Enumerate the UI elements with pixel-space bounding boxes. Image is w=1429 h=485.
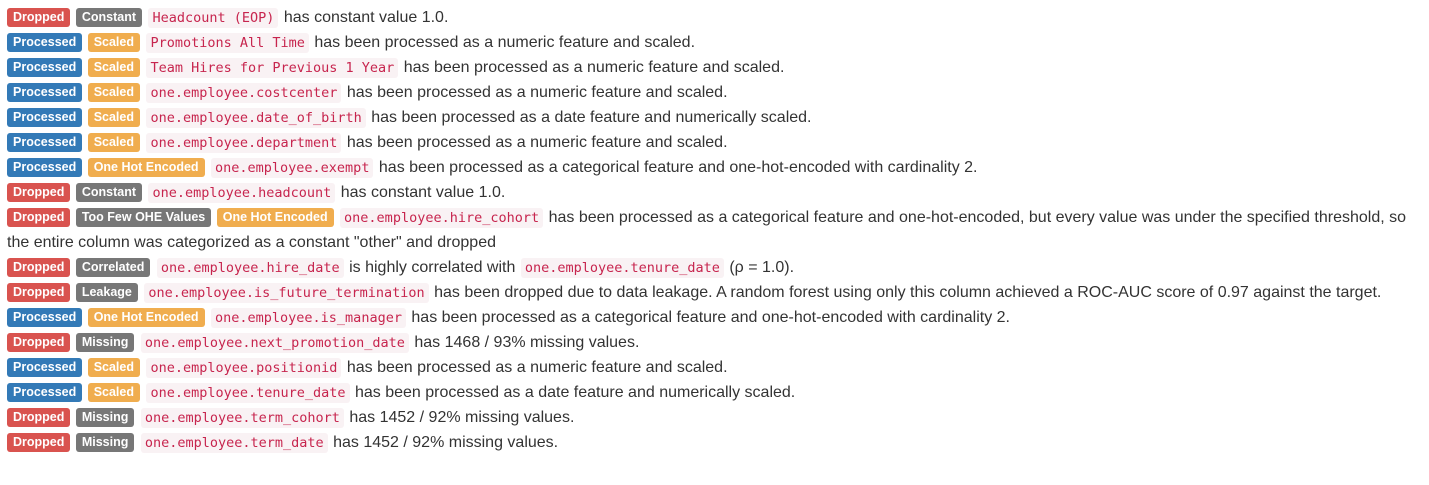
log-message: has 1468 / 93% missing values. — [409, 334, 640, 351]
processed-badge: Processed — [7, 383, 82, 402]
log-row — [7, 180, 1422, 205]
feature-name: one.employee.department — [146, 133, 341, 153]
log-message: has been processed as a date feature and numerically scaled. — [366, 109, 812, 126]
log-row — [7, 355, 1422, 380]
correlated-badge: Correlated — [76, 258, 151, 277]
processed-badge: Processed — [7, 158, 82, 177]
dropped-badge: Dropped — [7, 408, 70, 427]
constant-badge: Constant — [76, 183, 142, 202]
feature-name: one.employee.costcenter — [146, 83, 341, 103]
log-message: has been dropped due to data leakage. A random forest using only this column achieved a ROC-AUC score of 0.97 against the target. — [429, 284, 1382, 301]
feature-name: one.employee.is_future_termination — [144, 283, 428, 303]
scaled-badge: Scaled — [88, 358, 140, 377]
scaled-badge: Scaled — [88, 33, 140, 52]
log-message: has been processed as a categorical feature and one-hot-encoded with cardinality 2. — [374, 159, 978, 176]
dropped-badge: Dropped — [7, 183, 70, 202]
log-message: has 1452 / 92% missing values. — [328, 434, 559, 451]
log-message: has been processed as a numeric feature and scaled. — [399, 59, 785, 76]
dropped-badge: Dropped — [7, 8, 70, 27]
feature-name: Promotions All Time — [146, 33, 308, 53]
feature-name: one.employee.positionid — [146, 358, 341, 378]
processed-badge: Processed — [7, 33, 82, 52]
one-hot-encoded-badge: One Hot Encoded — [88, 158, 205, 177]
log-message: has constant value 1.0. — [336, 184, 506, 201]
log-message: has been processed as a numeric feature and scaled. — [309, 34, 696, 51]
log-row — [7, 255, 1422, 280]
feature-name: Team Hires for Previous 1 Year — [146, 58, 398, 78]
log-row — [7, 380, 1422, 405]
log-row — [7, 5, 1422, 30]
log-row — [7, 105, 1422, 130]
feature-name: one.employee.term_date — [141, 433, 328, 453]
log-message: has been processed as a categorical feature and one-hot-encoded with cardinality 2. — [406, 309, 1010, 326]
feature-name: Headcount (EOP) — [148, 8, 278, 28]
log-message: is highly correlated with — [344, 259, 520, 276]
log-message: has been processed as a numeric feature and scaled. — [342, 134, 728, 151]
too-few-ohe-values-badge: Too Few OHE Values — [76, 208, 211, 227]
feature-name: one.employee.term_cohort — [141, 408, 344, 428]
processed-badge: Processed — [7, 308, 82, 327]
constant-badge: Constant — [76, 8, 142, 27]
dropped-badge: Dropped — [7, 433, 70, 452]
log-row — [7, 280, 1422, 305]
processed-badge: Processed — [7, 58, 82, 77]
log-row — [7, 405, 1422, 430]
log-message: has been processed as a date feature and numerically scaled. — [350, 384, 796, 401]
one-hot-encoded-badge: One Hot Encoded — [217, 208, 334, 227]
scaled-badge: Scaled — [88, 383, 140, 402]
feature-name: one.employee.date_of_birth — [146, 108, 365, 128]
missing-badge: Missing — [76, 433, 135, 452]
log-message: has been processed as a numeric feature and scaled. — [342, 359, 728, 376]
processed-badge: Processed — [7, 83, 82, 102]
scaled-badge: Scaled — [88, 83, 140, 102]
processed-badge: Processed — [7, 358, 82, 377]
processed-badge: Processed — [7, 108, 82, 127]
feature-name: one.employee.exempt — [211, 158, 373, 178]
feature-name: one.employee.hire_date — [157, 258, 344, 278]
log-message: has been processed as a categorical feature and one-hot-encoded, but every value was under the specified threshold, so the entire column was categorized as a constant "other" and dropped — [7, 209, 1407, 251]
log-row — [7, 430, 1422, 455]
leakage-badge: Leakage — [76, 283, 138, 302]
feature-name: one.employee.is_manager — [211, 308, 406, 328]
missing-badge: Missing — [76, 333, 135, 352]
processed-badge: Processed — [7, 133, 82, 152]
log-message: has 1452 / 92% missing values. — [344, 409, 575, 426]
log-row — [7, 155, 1422, 180]
log-row — [7, 130, 1422, 155]
feature-name: one.employee.headcount — [148, 183, 335, 203]
dropped-badge: Dropped — [7, 208, 70, 227]
scaled-badge: Scaled — [88, 58, 140, 77]
log-message: has been processed as a numeric feature and scaled. — [342, 84, 728, 101]
missing-badge: Missing — [76, 408, 135, 427]
log-row — [7, 80, 1422, 105]
log-row — [7, 205, 1422, 255]
log-row — [7, 55, 1422, 80]
log-row — [7, 305, 1422, 330]
log-message: (ρ = 1.0). — [724, 259, 795, 276]
log-row — [7, 330, 1422, 355]
feature-name: one.employee.hire_cohort — [340, 208, 543, 228]
one-hot-encoded-badge: One Hot Encoded — [88, 308, 205, 327]
dropped-badge: Dropped — [7, 258, 70, 277]
dropped-badge: Dropped — [7, 333, 70, 352]
feature-name: one.employee.tenure_date — [146, 383, 349, 403]
feature-name: one.employee.next_promotion_date — [141, 333, 409, 353]
log-message: has constant value 1.0. — [279, 9, 449, 26]
scaled-badge: Scaled — [88, 108, 140, 127]
dropped-badge: Dropped — [7, 283, 70, 302]
log-row — [7, 30, 1422, 55]
feature-name: one.employee.tenure_date — [521, 258, 724, 278]
scaled-badge: Scaled — [88, 133, 140, 152]
